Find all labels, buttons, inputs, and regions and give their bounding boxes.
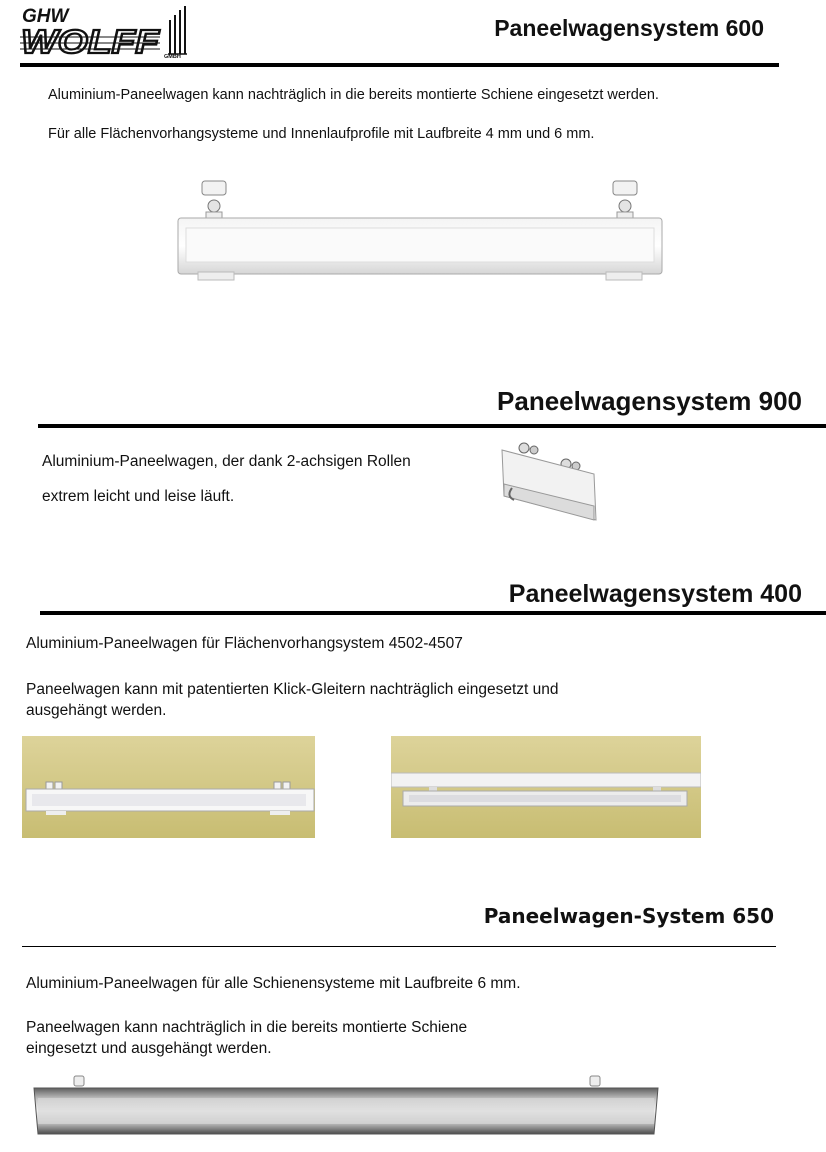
section-600-text-1: Aluminium-Paneelwagen kann nachträglich in die bereits montierte Schiene eingesetzt werden.: [48, 87, 659, 103]
velcro-strip: [186, 228, 654, 262]
logo-graphic: [20, 4, 188, 58]
section-650-text-3: eingesetzt und ausgehängt werden.: [26, 1040, 272, 1057]
section-650-title: Paneelwagen-System 650: [483, 904, 774, 928]
section-400-title: Paneelwagensystem 400: [508, 580, 802, 608]
logo-main-text: WOLFF: [21, 23, 160, 58]
section-900-product-image: [494, 440, 604, 526]
velcro-strip: [38, 1098, 654, 1124]
section-600-product-image: [172, 176, 668, 282]
section-400-photo-right: [391, 736, 701, 838]
section-400-text-3: ausgehängt werden.: [26, 702, 167, 719]
section-400-text-2: Paneelwagen kann mit patentierten Klick-Gleitern nachträglich eingesetzt und: [26, 681, 559, 698]
section-900-text-2: extrem leicht und leise läuft.: [42, 488, 235, 505]
glider-bottom: [46, 811, 66, 815]
rail-profile: [391, 773, 701, 787]
glider-right: [590, 1076, 600, 1086]
velcro-strip: [32, 794, 306, 806]
section-900-title: Paneelwagensystem 900: [497, 386, 802, 416]
glider-right: [606, 272, 642, 280]
section-900-text-1: Aluminium-Paneelwagen, der dank 2-achsigen Rollen: [42, 453, 411, 470]
section-600-text-2: Für alle Flächenvorhangsysteme und Innenlaufprofile mit Laufbreite 4 mm und 6 mm.: [48, 126, 595, 142]
section-400-text-1: Aluminium-Paneelwagen für Flächenvorhangsystem 4502-4507: [26, 635, 463, 652]
hanger-left: [202, 181, 226, 220]
logo-suffix: GMBH: [164, 54, 181, 58]
section-600-divider: [20, 63, 779, 67]
section-400-photo-left: [22, 736, 315, 838]
section-650-text-1: Aluminium-Paneelwagen für alle Schienensysteme mit Laufbreite 6 mm.: [26, 975, 521, 992]
section-650-divider: [22, 946, 776, 947]
company-logo: [20, 4, 188, 58]
section-900-divider: [38, 424, 826, 428]
glider-left: [74, 1076, 84, 1086]
section-650-product-image: [30, 1074, 662, 1140]
section-400-divider: [40, 611, 826, 615]
section-650-text-2: Paneelwagen kann nachträglich in die bereits montierte Schiene: [26, 1019, 468, 1036]
hanger-right: [613, 181, 637, 220]
glider-bottom: [270, 811, 290, 815]
glider-left: [198, 272, 234, 280]
roller: [519, 443, 529, 453]
velcro-strip: [409, 795, 681, 802]
section-600-title: Paneelwagensystem 600: [494, 15, 764, 41]
logo-top-text: GHW: [22, 6, 69, 27]
roller: [530, 446, 538, 454]
